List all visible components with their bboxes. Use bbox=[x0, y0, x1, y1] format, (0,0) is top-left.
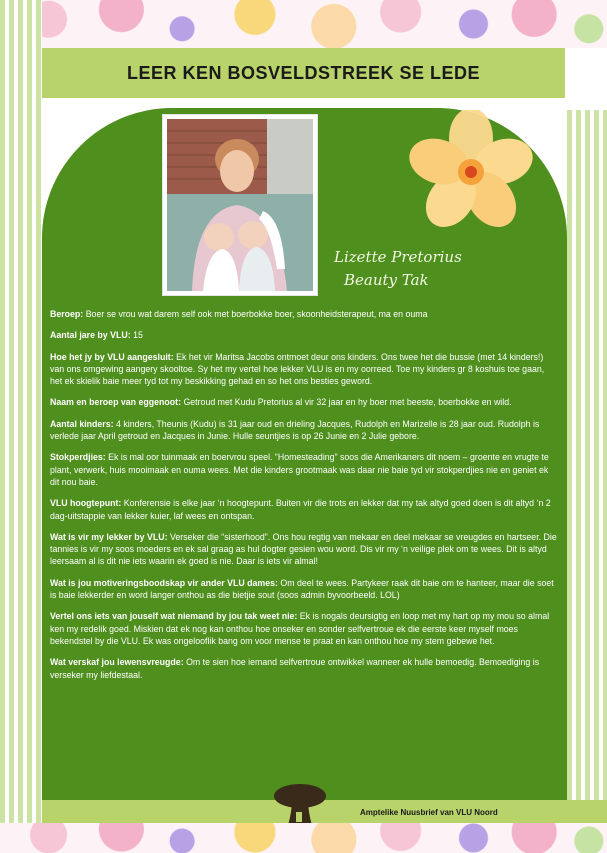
floral-border-bottom bbox=[0, 823, 607, 853]
profile-answer: Konferensie is elke jaar ‘n hoogtepunt. Buiten vir die trots en lekker dat my tak altyd goed doen is dit altyd ‘n 2 dag-uitstappie van lekker kuier, laf wees en ontspan. bbox=[50, 498, 551, 521]
page-title: LEER KEN BOSVELDSTREEK SE LEDE bbox=[126, 62, 481, 83]
stripe-decoration-left bbox=[0, 0, 42, 853]
profile-question: Vertel ons iets van jouself wat niemand by jou tak weet nie: bbox=[50, 611, 298, 622]
profile-item bbox=[50, 656, 558, 681]
profile-answer: Getroud met Kudu Pretorius al vir 32 jaar en hy boer met beeste, boerbokke en wild. bbox=[181, 397, 512, 408]
title-banner bbox=[42, 48, 565, 98]
photo-image bbox=[167, 119, 313, 291]
member-photo bbox=[162, 114, 318, 296]
profile-item bbox=[50, 531, 558, 568]
profile-question: Naam en beroep van eggenoot: bbox=[50, 397, 181, 408]
signature-name: Lizette Pretorius bbox=[334, 248, 462, 266]
profile-question: Beroep: bbox=[50, 309, 84, 319]
member-signature bbox=[334, 246, 474, 292]
floral-border-top bbox=[0, 0, 607, 48]
profile-answer: Ek het vir Maritsa Jacobs ontmoet deur ons kinders. Ons twee het die bussie (met 14 kinders!) van ons omgewing aangery skooltoe. Sy het my vertel hoe lekker VLU is en my oorreed. Toe my kinders gr 8 koshuis toe gaan, het ek skielik baie meer tyd tot my beskikking gehad en so het ons besties geword. bbox=[50, 351, 545, 387]
profile-item bbox=[50, 610, 558, 647]
profile-item bbox=[50, 351, 558, 388]
profile-item bbox=[50, 451, 558, 488]
profile-answer: Ek is nogals deursigtig en loop met my hart op my mou so almal ken my redelik goed. Miskien dat ek nog kan onthou hoe onseker en sonder selfvertroue ek die eerste keer myself moes bekendstel by die VLU. Ek was ongelooflik bang om voor mense te praat en kan onthou hoe my stem gebewe het. bbox=[50, 611, 550, 646]
profile-question: Stokperdjies: bbox=[50, 452, 106, 463]
profile-item bbox=[50, 308, 558, 320]
profile-answer: 15 bbox=[130, 330, 143, 341]
profile-answer: 4 kinders, Theunis (Kudu) is 31 jaar oud en drieling Jacques, Rudolph en Marizelle is 28 jaar oud. Rudolph is verlede jaar April getroud en Jacques in Junie. Hulle seuntjies is op 26 Junie en 2 Julie gebore. bbox=[50, 418, 540, 442]
profile-item bbox=[50, 418, 558, 443]
profile-item bbox=[50, 396, 558, 408]
profile-answer: Om deel te wees. Partykeer raak dit baie om te hanteer, maar die soet is baie lekkerder en word langer onthou as die bietjie sout (soos admin byvoorbeeld. LOL) bbox=[50, 577, 554, 601]
profile-question: Aantal jare by VLU: bbox=[50, 330, 131, 341]
profile-question: Wat is jou motiveringsboodskap vir ander VLU dames: bbox=[50, 577, 278, 588]
stripe-decoration-right bbox=[567, 110, 607, 800]
profile-item bbox=[50, 577, 558, 602]
profile-question: Wat verskaf jou lewensvreugde: bbox=[50, 657, 184, 668]
footer-newsletter-name: Amptelike Nuusbrief van VLU Noord bbox=[360, 808, 498, 817]
profile-question: VLU hoogtepunt: bbox=[50, 498, 122, 509]
profile-question: Aantal kinders: bbox=[50, 418, 114, 429]
profile-answer: Verseker die “sisterhood”. Ons hou regtig van mekaar en deel mekaar se vreugdes en hartseer. Die tannies is vir my soos moeders en ek sal graag as hul dogter gesien wou word. Dis vir my ‘n veilige plek om te wees. Dit is altyd leersaam al is dit nie iets waarin ek goed is nie. Daar is iets vir almal! bbox=[50, 531, 557, 567]
profile-answer: Boer se vrou wat darem self ook met boerbokke boer, skoonheidsterapeut, ma en ouma bbox=[83, 309, 428, 319]
profile-item bbox=[50, 329, 558, 341]
photo-illustration bbox=[167, 119, 313, 291]
profile-question: Wat is vir my lekker by VLU: bbox=[50, 531, 168, 542]
profile-content bbox=[50, 308, 558, 690]
profile-question: Hoe het jy by VLU aangesluit: bbox=[50, 351, 174, 362]
profile-answer: Ek is mal oor tuinmaak en boervrou speel. “Homesteading” soos die Amerikaners dit noem – groente en vrugte te plant, verwerk, huis mooimaak en ouma wees. Met die kinders grootmaak was daar nie baie tyd vir stokperdjies nie en geniet ek dit nou baie. bbox=[50, 452, 549, 487]
profile-item bbox=[50, 497, 558, 522]
flower-decoration-icon bbox=[405, 110, 535, 240]
profile-answer: Om te sien hoe iemand selfvertroue ontwikkel wanneer ek hulle bemoedig. Bemoediging is verseker my liefdestaal. bbox=[50, 657, 540, 680]
signature-branch: Beauty Tak bbox=[344, 271, 429, 289]
